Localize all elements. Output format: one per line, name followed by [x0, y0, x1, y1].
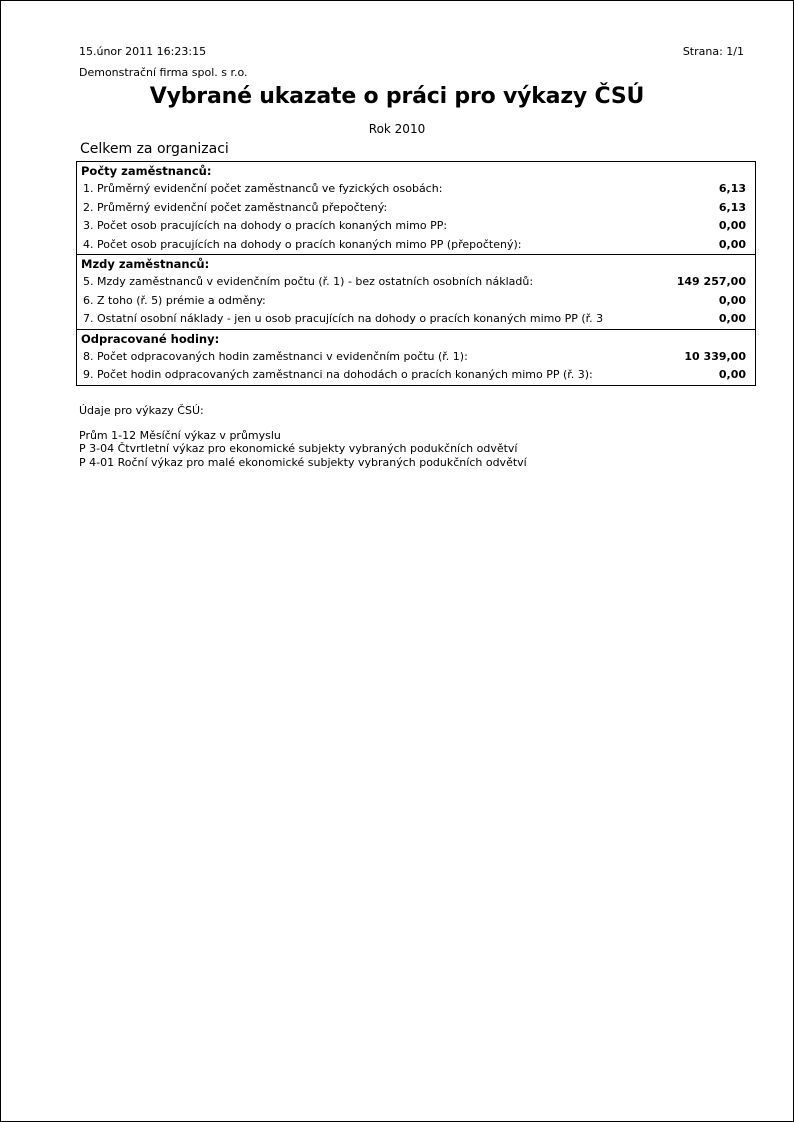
row-label: 2. Průměrný evidenční počet zaměstnanců přepočtený:: [83, 200, 388, 214]
row-label: 6. Z toho (ř. 5) prémie a odměny:: [83, 293, 266, 307]
section-wages: [77, 255, 755, 330]
scope-heading: Celkem za organizaci: [80, 141, 229, 157]
list-item: P 4-01 Roční výkaz pro malé ekonomické subjekty vybraných podukčních odvětví: [79, 455, 527, 469]
section-header: Počty zaměstnanců:: [81, 164, 212, 178]
csu-report-list: [79, 429, 527, 469]
row-value: 0,00: [718, 312, 746, 326]
section-employee-counts: [77, 162, 755, 255]
report-title: Vybrané ukazate o práci pro výkazy ČSÚ: [149, 84, 645, 109]
row-label: 9. Počet hodin odpracovaných zaměstnanci na dohodách o pracích konaných mimo PP (ř. 3):: [83, 368, 593, 382]
report-header: [79, 45, 744, 59]
table-row: [77, 180, 755, 198]
list-item: P 3-04 Čtvrtletní výkaz pro ekonomické subjekty vybraných podukčních odvětví: [79, 442, 518, 456]
row-label: 3. Počet osob pracujících na dohody o pracích konaných mimo PP:: [83, 219, 448, 233]
table-row: [77, 217, 755, 235]
report-datetime: 15.únor 2011 16:23:15: [79, 45, 207, 58]
row-value: 6,13: [718, 182, 746, 196]
section-header: Odpracované hodiny:: [81, 331, 220, 346]
row-value: 0,00: [718, 368, 746, 382]
table-row: [77, 292, 755, 310]
row-value: 149 257,00: [676, 275, 746, 289]
row-label: 5. Mzdy zaměstnanců v evidenčním počtu (ř. 1) - bez ostatních osobních nákladů:: [83, 275, 534, 289]
table-row: [77, 199, 755, 217]
page-number: Strana: 1/1: [682, 45, 744, 58]
table-row: [77, 310, 755, 328]
row-value: 0,00: [718, 293, 746, 307]
section-header: Mzdy zaměstnanců:: [81, 256, 210, 271]
company-name: Demonstrační firma spol. s r.o.: [79, 66, 248, 79]
table-row: [77, 273, 755, 291]
row-value: 0,00: [718, 219, 746, 233]
row-label: 1. Průměrný evidenční počet zaměstnanců ve fyzických osobách:: [83, 182, 443, 196]
row-value: 6,13: [718, 200, 746, 214]
report-subtitle: Rok 2010: [368, 122, 426, 136]
table-row: [77, 366, 755, 384]
row-label: 8. Počet odpracovaných hodin zaměstnanci v evidenčním počtu (ř. 1):: [83, 349, 468, 363]
list-item: Prům 1-12 Měsíční výkaz v průmyslu: [79, 429, 281, 442]
indicators-table: [76, 161, 756, 386]
table-row: [77, 236, 755, 254]
row-value: 10 339,00: [684, 349, 746, 363]
row-label: 4. Počet osob pracujících na dohody o pracích konaných mimo PP (přepočtený):: [83, 237, 522, 251]
row-value: 0,00: [718, 237, 746, 251]
row-label: 7. Ostatní osobní náklady - jen u osob pracujících na dohody o pracích konaných mimo PP (ř. 3: [83, 312, 604, 326]
csu-data-heading: Údaje pro výkazy ČSÚ:: [79, 404, 204, 417]
section-worked-hours: [77, 330, 755, 385]
table-row: [77, 348, 755, 366]
